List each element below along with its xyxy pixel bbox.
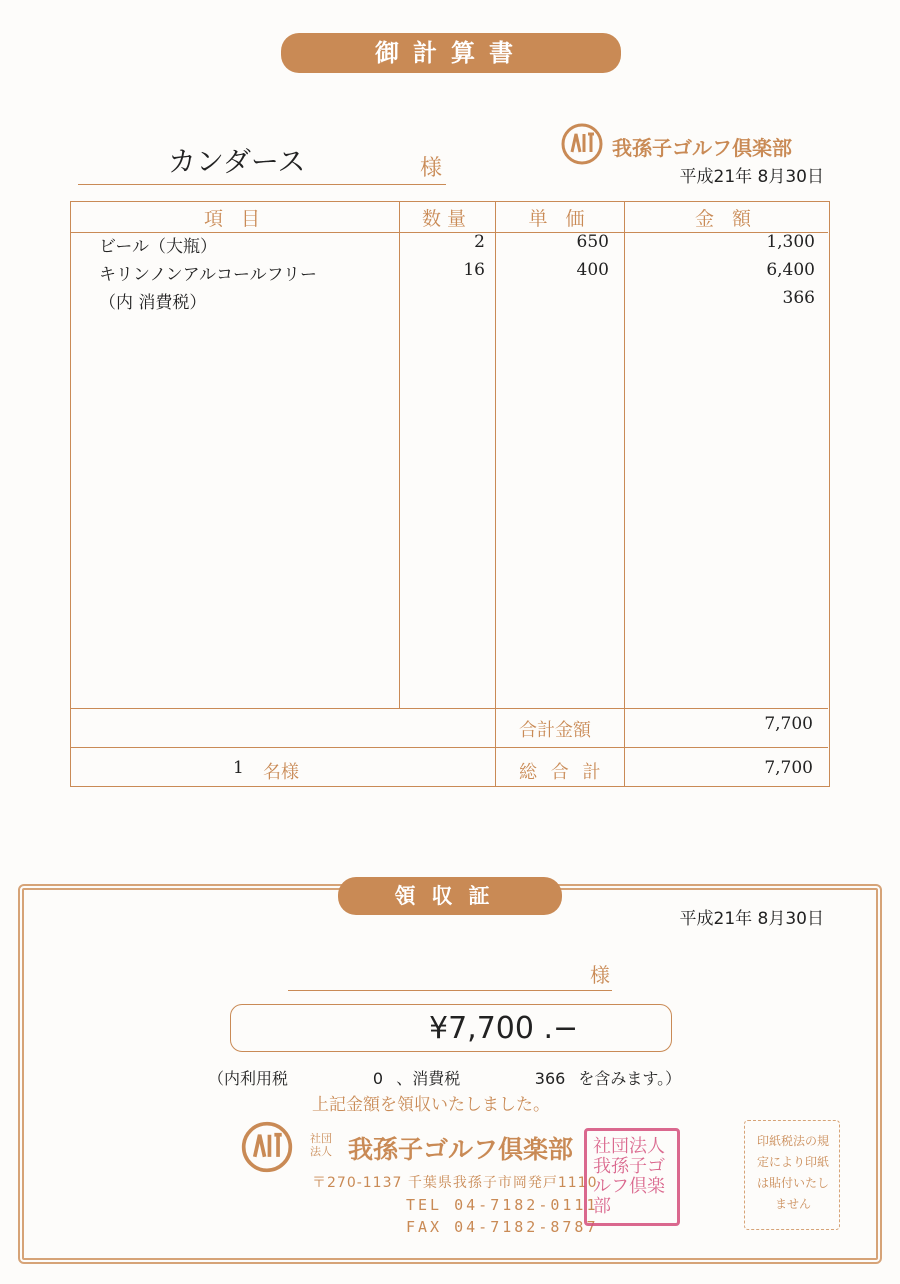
tax-prefix: （内利用税 bbox=[208, 1069, 289, 1088]
club-name: 我孫子ゴルフ倶楽部 bbox=[612, 136, 792, 160]
receipt-date: 平成21年 8月30日 bbox=[679, 909, 824, 929]
customer-honorific: 様 bbox=[419, 156, 442, 181]
club-logo-icon bbox=[560, 122, 604, 166]
receipt-club-name: 我孫子ゴルフ倶楽部 bbox=[348, 1135, 574, 1164]
item-amount: 6,400 bbox=[766, 260, 815, 280]
item-qty: 2 bbox=[474, 232, 485, 252]
subtotal-value: 7,700 bbox=[764, 714, 813, 734]
item-amount: 366 bbox=[782, 288, 815, 308]
invoice-date: 平成21年 8月30日 bbox=[679, 167, 824, 187]
guest-count: 1 bbox=[233, 758, 244, 778]
header-unit-price: 単 価 bbox=[528, 208, 591, 230]
stamp-note-text: 印紙税法の規定により印紙は貼付いたしません bbox=[756, 1134, 829, 1211]
revenue-stamp-note bbox=[744, 1120, 840, 1230]
receipt-amount-box bbox=[230, 1004, 672, 1052]
item-qty: 16 bbox=[463, 260, 485, 280]
seal-text: 社団法人我孫子ゴルフ倶楽部 bbox=[593, 1136, 665, 1217]
header-item: 項 目 bbox=[203, 208, 267, 230]
club-address: 〒270-1137 千葉県我孫子市岡発戸1110 bbox=[312, 1175, 598, 1191]
club-logo-icon bbox=[240, 1120, 294, 1174]
header-amount: 金 額 bbox=[694, 208, 758, 230]
received-statement: 上記金額を領収いたしました。 bbox=[312, 1095, 550, 1115]
guest-label: 名様 bbox=[263, 762, 299, 783]
company-seal bbox=[584, 1128, 680, 1226]
usage-tax-value: 0 bbox=[372, 1069, 384, 1088]
receipt-recipient-line bbox=[288, 962, 612, 991]
customer-line bbox=[78, 136, 446, 185]
legal-form: 社団法人 bbox=[310, 1132, 332, 1158]
subtotal-label: 合計金額 bbox=[519, 720, 591, 741]
consumption-tax-value: 366 bbox=[534, 1069, 566, 1088]
club-header bbox=[560, 122, 840, 166]
total-value: 7,700 bbox=[764, 758, 813, 778]
table-row bbox=[71, 260, 831, 288]
receipt-amount: ¥7,700 .− bbox=[429, 1011, 579, 1046]
item-unit-price: 650 bbox=[576, 232, 609, 252]
header-qty: 数量 bbox=[421, 208, 472, 230]
document-title: 御計算書 bbox=[281, 33, 621, 73]
tax-breakdown bbox=[208, 1066, 681, 1089]
table-row bbox=[71, 288, 831, 316]
item-amount: 1,300 bbox=[766, 232, 815, 252]
item-unit-price: 400 bbox=[576, 260, 609, 280]
customer-name: カンダース bbox=[168, 145, 306, 178]
tax-mid: 、消費税 bbox=[396, 1069, 461, 1088]
item-name: （内 消費税） bbox=[99, 293, 207, 313]
invoice-table bbox=[70, 201, 830, 787]
table-row bbox=[71, 232, 831, 260]
total-label: 総 合 計 bbox=[519, 762, 605, 783]
item-name: ビール（大瓶） bbox=[99, 237, 217, 257]
receipt-honorific: 様 bbox=[590, 963, 610, 987]
club-fax: FAX 04-7182-8787 bbox=[406, 1218, 599, 1236]
receipt-title: 領収証 bbox=[338, 877, 562, 915]
tax-suffix: を含みます。） bbox=[578, 1069, 682, 1088]
club-tel: TEL 04-7182-0111 bbox=[406, 1196, 599, 1214]
item-name: キリンノンアルコールフリー bbox=[99, 265, 317, 285]
